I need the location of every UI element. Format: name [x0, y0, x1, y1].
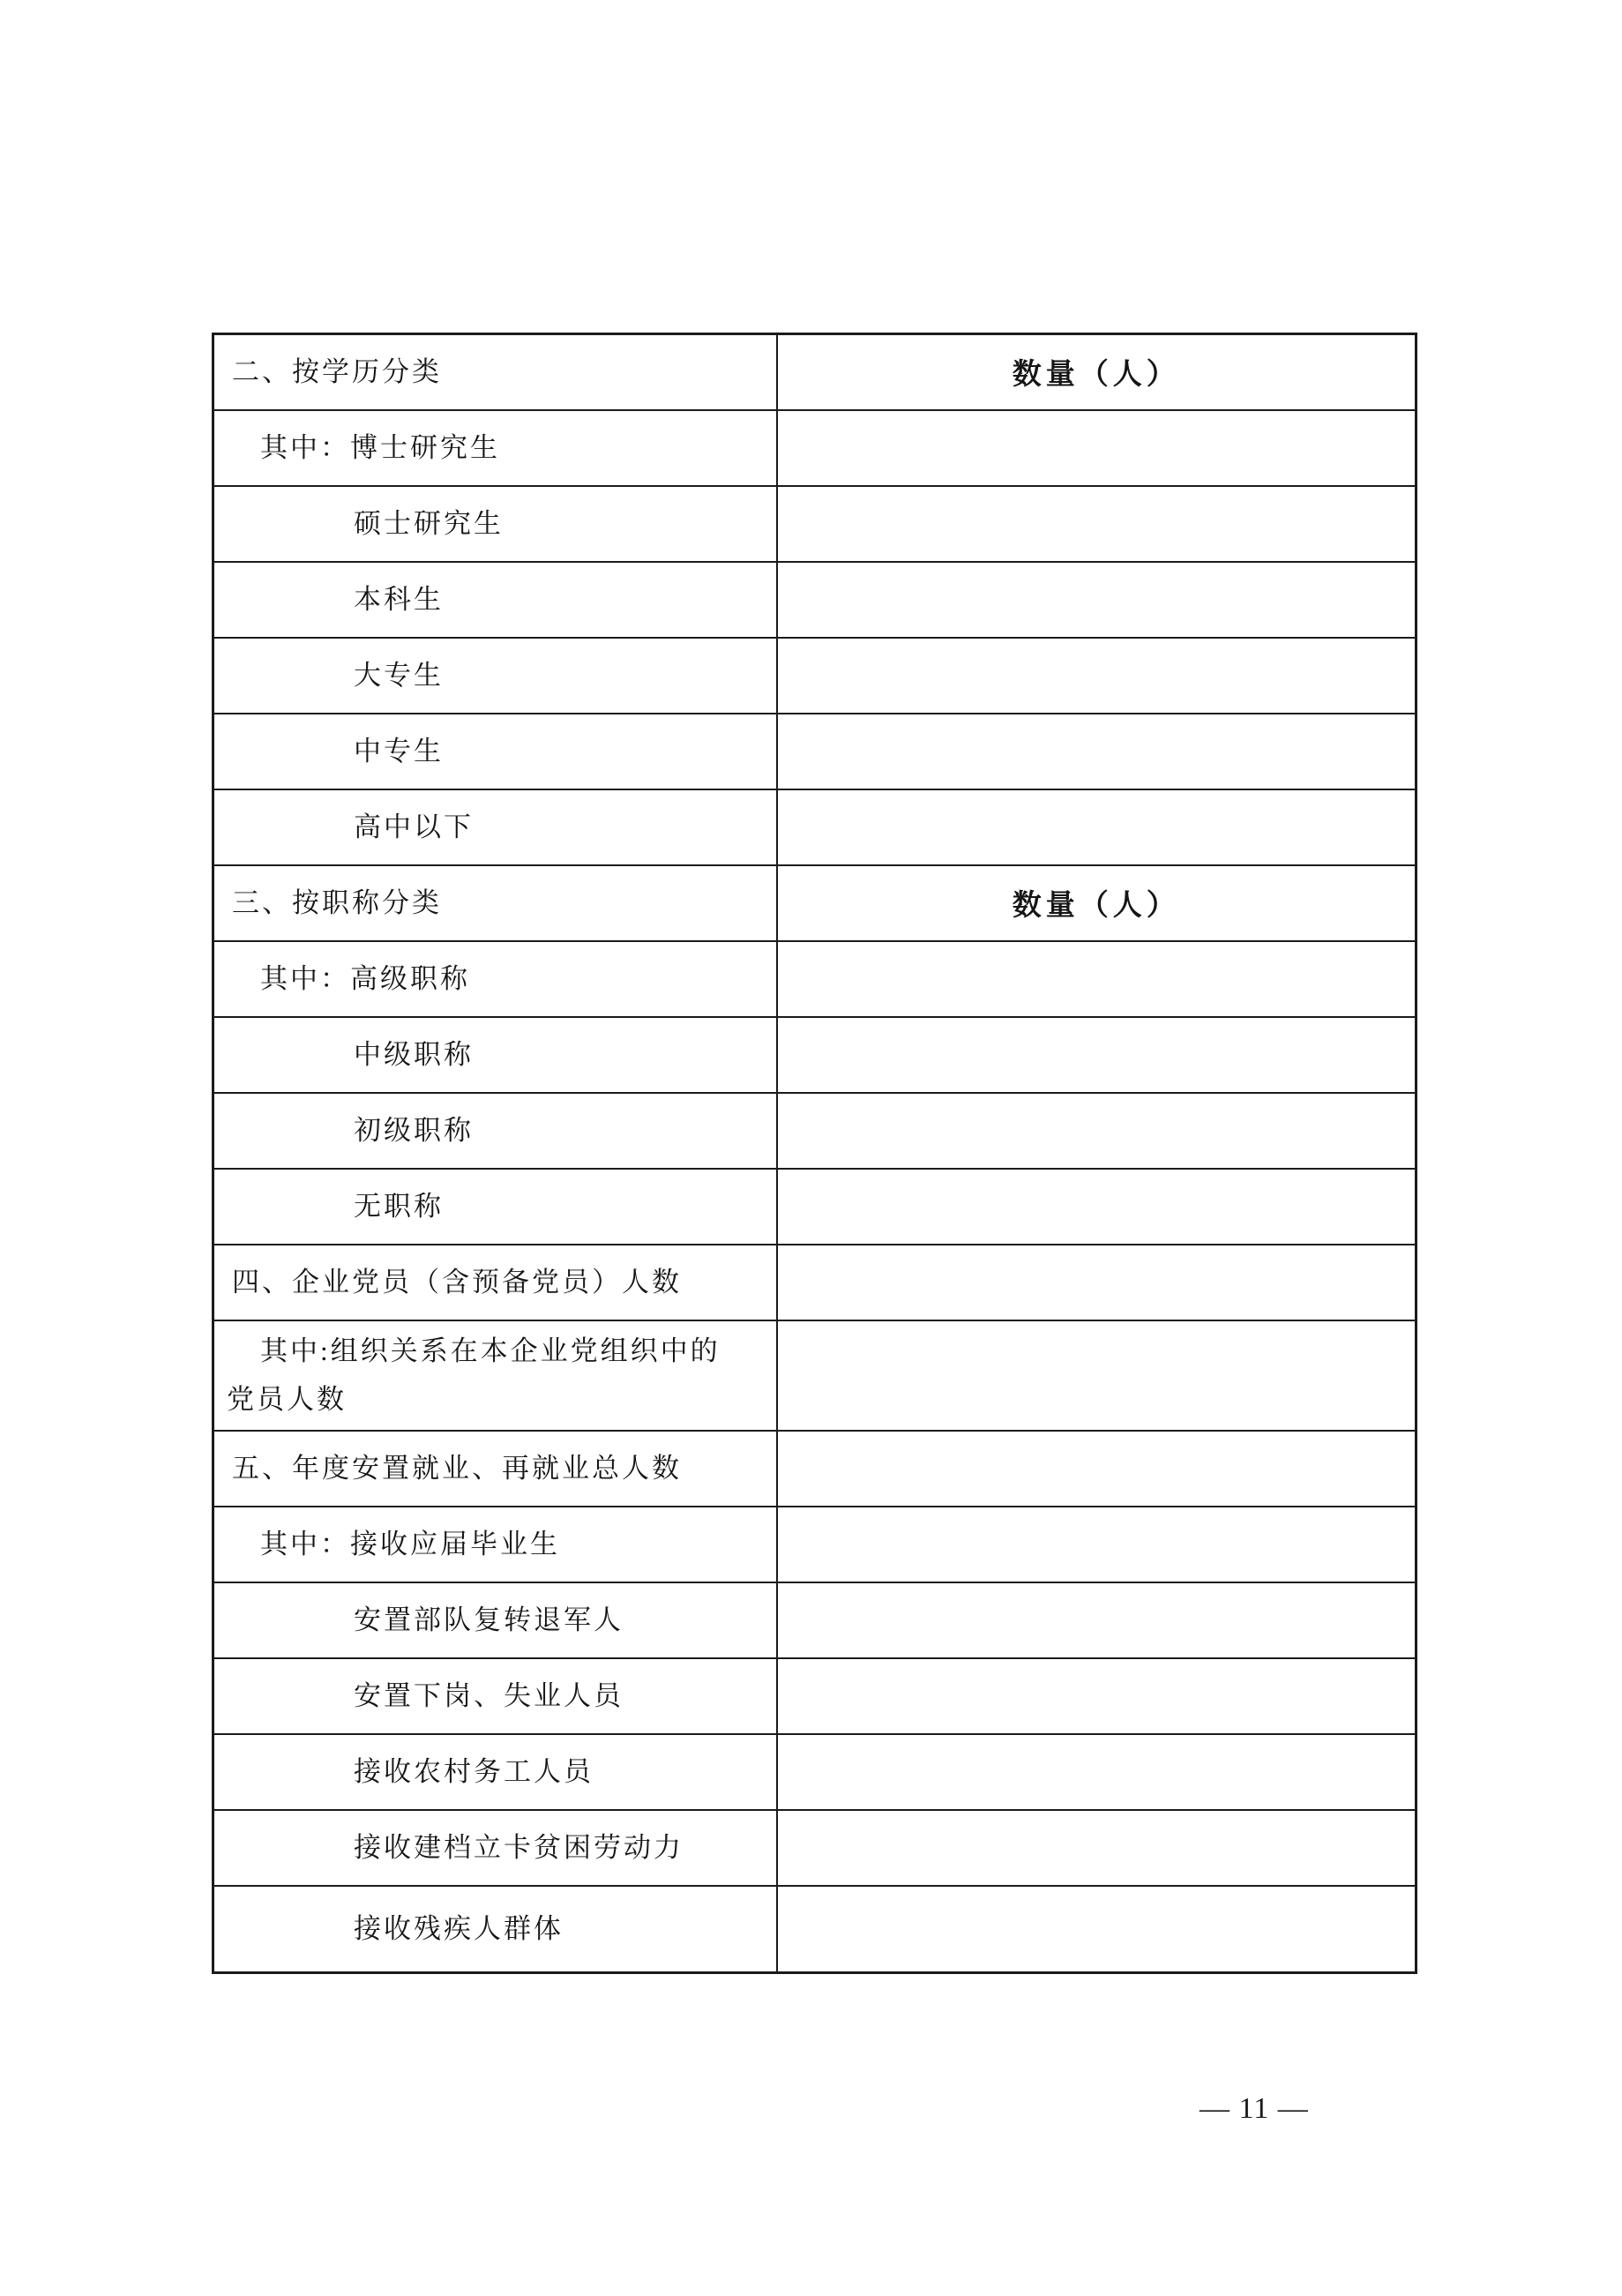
row-label: 无职称: [354, 1190, 444, 1222]
row-label-cell: [213, 334, 777, 410]
value-cell: [777, 1810, 1416, 1886]
table-row: [213, 1734, 1416, 1810]
table-row: [213, 1507, 1416, 1582]
row-label: 安置部队复转退军人: [354, 1604, 624, 1635]
row-label: 接收农村务工人员: [354, 1755, 594, 1787]
row-label: 中专生: [354, 735, 444, 767]
row-label-cell: [213, 1431, 777, 1507]
row-label: 安置下岗、失业人员: [354, 1679, 624, 1711]
value-cell: [777, 714, 1416, 789]
page-number: — 11 —: [1200, 2092, 1309, 2125]
value-cell: [777, 1431, 1416, 1507]
table-row-section-employment: [213, 1431, 1416, 1507]
row-label: 其中：高级职称: [260, 962, 470, 994]
table-row: [213, 486, 1416, 562]
row-label-line-1: 其中:组织关系在本企业党组织中的: [260, 1335, 721, 1366]
quantity-header-cell: 数量（人）: [777, 334, 1416, 410]
row-label: 接收建档立卡贫困劳动力: [354, 1831, 684, 1863]
table-row: [213, 1017, 1416, 1093]
row-label-cell: [213, 1507, 777, 1582]
row-label: 其中：接收应届毕业生: [260, 1528, 560, 1559]
row-label-cell: [213, 1734, 777, 1810]
value-cell: [777, 486, 1416, 562]
row-label-cell: [213, 1810, 777, 1886]
table-row: [213, 638, 1416, 714]
row-label-cell: [213, 562, 777, 638]
row-label: 本科生: [354, 583, 444, 615]
value-cell: [777, 1507, 1416, 1582]
row-label: 接收残疾人群体: [354, 1912, 564, 1944]
row-label: 大专生: [354, 659, 444, 691]
table-row: [213, 562, 1416, 638]
row-label-cell: [213, 1245, 777, 1320]
value-cell: [777, 1017, 1416, 1093]
value-cell: [777, 1582, 1416, 1658]
table-row: [213, 1658, 1416, 1734]
employee-stats-form-table: [212, 333, 1417, 1974]
value-cell: [777, 1658, 1416, 1734]
row-label: 四、企业党员（含预备党员）人数: [232, 1266, 682, 1298]
row-label: 中级职称: [354, 1038, 474, 1070]
row-label: 二、按学历分类: [232, 355, 442, 387]
row-label: 三、按职称分类: [232, 886, 442, 918]
table-row: [213, 714, 1416, 789]
row-label: 五、年度安置就业、再就业总人数: [232, 1452, 682, 1484]
table-row: [213, 1582, 1416, 1658]
row-label: 高中以下: [354, 811, 474, 842]
quantity-header-cell: 数量（人）: [777, 865, 1416, 941]
table-row: [213, 1810, 1416, 1886]
value-cell: [777, 410, 1416, 486]
value-cell: [777, 789, 1416, 865]
row-label-cell: [213, 1093, 777, 1169]
table-row-wrapped: [213, 1320, 1416, 1431]
value-cell: [777, 638, 1416, 714]
table-row-section-party: [213, 1245, 1416, 1320]
value-cell: [777, 1320, 1416, 1431]
value-cell: [777, 1245, 1416, 1320]
row-label-cell: [213, 1658, 777, 1734]
row-label-cell: [213, 1886, 777, 1973]
row-label-cell: [213, 486, 777, 562]
row-label: 硕士研究生: [354, 507, 504, 539]
value-cell: [777, 941, 1416, 1017]
row-label-cell: [213, 1320, 777, 1431]
value-cell: [777, 1886, 1416, 1973]
row-label-cell: [213, 789, 777, 865]
row-label-cell: [213, 1582, 777, 1658]
row-label-line-2: 党员人数: [227, 1384, 347, 1415]
row-label: 初级职称: [354, 1114, 474, 1146]
table-row-section-education: [213, 334, 1416, 410]
row-label-cell: [213, 638, 777, 714]
value-cell: [777, 1734, 1416, 1810]
row-label-cell: [213, 1169, 777, 1245]
value-cell: [777, 1169, 1416, 1245]
table-row: [213, 1169, 1416, 1245]
value-cell: [777, 1093, 1416, 1169]
row-label-cell: [213, 714, 777, 789]
value-cell: [777, 562, 1416, 638]
table-row: [213, 1093, 1416, 1169]
row-label-cell: [213, 941, 777, 1017]
row-label-cell: [213, 1017, 777, 1093]
table-row-section-title: [213, 865, 1416, 941]
row-label-cell: [213, 410, 777, 486]
table-row: [213, 789, 1416, 865]
table-row: [213, 410, 1416, 486]
row-label-cell: [213, 865, 777, 941]
table-row: [213, 1886, 1416, 1973]
table-row: [213, 941, 1416, 1017]
row-label: 其中：博士研究生: [260, 431, 500, 463]
